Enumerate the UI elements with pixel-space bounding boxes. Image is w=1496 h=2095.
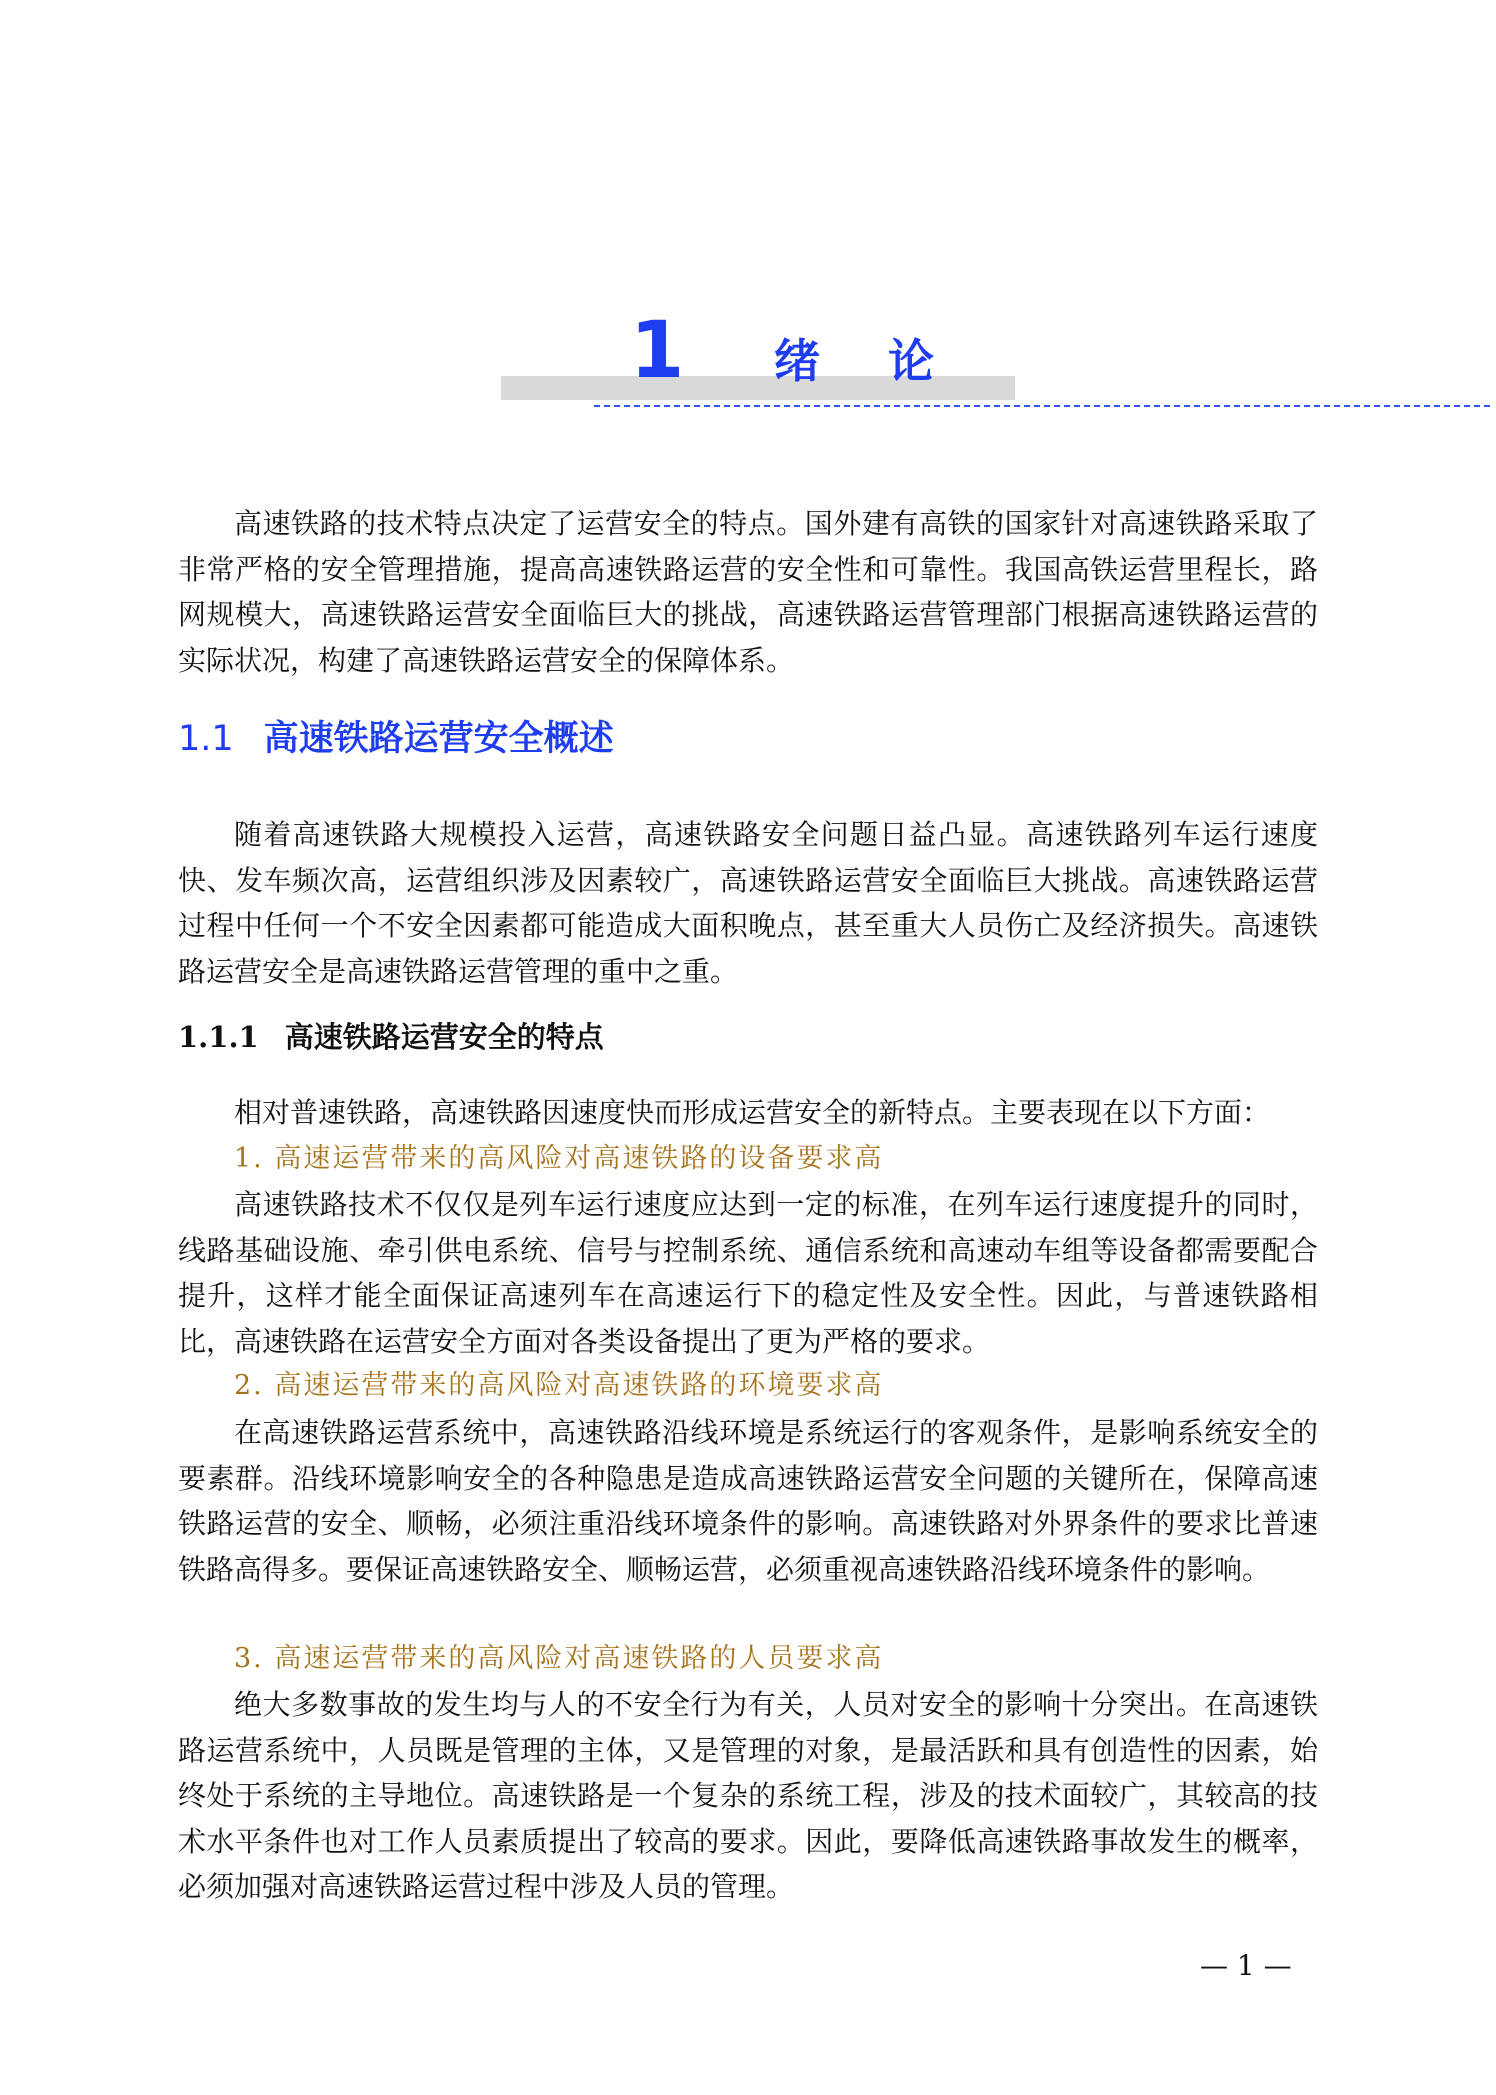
item-heading-3: 3. 高速运营带来的高风险对高速铁路的人员要求高 (234, 1643, 884, 1674)
subsection-heading-1-1-1 (178, 1020, 604, 1054)
section-title: 高速铁路运营安全概述 (263, 719, 614, 759)
section-heading-1-1 (178, 719, 614, 759)
item-paragraph-1: 高速铁路技术不仅仅是列车运行速度应达到一定的标准，在列车运行速度提升的同时，线路基础设施、牵引供电系统、信号与控制系统、通信系统和高速动车组等设备都需要配合提升，这样才能全面保证高速列车在高速运行下的稳定性及安全性。因此，与普速铁路相比，高速铁路在运营安全方面对各类设备提出了更为严格的要求。 (178, 1188, 1318, 1358)
subsection-number: 1.1.1 (178, 1020, 259, 1054)
page-number: — 1 — (1200, 1949, 1292, 1982)
subsection-lead-paragraph: 相对普速铁路，高速铁路因速度快而形成运营安全的新特点。主要表现在以下方面： (234, 1096, 1271, 1129)
chapter-dashed-rule (594, 405, 1490, 407)
intro-paragraph: 高速铁路的技术特点决定了运营安全的特点。国外建有高铁的国家针对高速铁路采取了非常严格的安全管理措施，提高高速铁路运营的安全性和可靠性。我国高铁运营里程长，路网规模大，高速铁路运营安全面临巨大的挑战，高速铁路运营管理部门根据高速铁路运营的实际状况，构建了高速铁路运营安全的保障体系。 (178, 507, 1318, 677)
section-number: 1.1 (178, 719, 234, 759)
chapter-number: 1 (630, 306, 685, 396)
item-paragraph-3: 绝大多数事故的发生均与人的不安全行为有关，人员对安全的影响十分突出。在高速铁路运营系统中，人员既是管理的主体，又是管理的对象，是最活跃和具有创造性的因素，始终处于系统的主导地位。高速铁路是一个复杂的系统工程，涉及的技术面较广，其较高的技术水平条件也对工作人员素质提出了较高的要求。因此，要降低高速铁路事故发生的概率，必须加强对高速铁路运营过程中涉及人员的管理。 (178, 1688, 1318, 1903)
item-heading-2: 2. 高速运营带来的高风险对高速铁路的环境要求高 (234, 1370, 884, 1401)
subsection-title: 高速铁路运营安全的特点 (284, 1020, 604, 1054)
chapter-title: 绪论 (774, 334, 1002, 388)
item-paragraph-2: 在高速铁路运营系统中，高速铁路沿线环境是系统运行的客观条件，是影响系统安全的要素群。沿线环境影响安全的各种隐患是造成高速铁路运营安全问题的关键所在，保障高速铁路运营的安全、顺畅，必须注重沿线环境条件的影响。高速铁路对外界条件的要求比普速铁路高得多。要保证高速铁路安全、顺畅运营，必须重视高速铁路沿线环境条件的影响。 (178, 1416, 1318, 1586)
item-heading-1: 1. 高速运营带来的高风险对高速铁路的设备要求高 (234, 1143, 884, 1174)
section-1-1-paragraph: 随着高速铁路大规模投入运营，高速铁路安全问题日益凸显。高速铁路列车运行速度快、发车频次高，运营组织涉及因素较广，高速铁路运营安全面临巨大挑战。高速铁路运营过程中任何一个不安全因素都可能造成大面积晚点，甚至重大人员伤亡及经济损失。高速铁路运营安全是高速铁路运营管理的重中之重。 (178, 818, 1318, 988)
